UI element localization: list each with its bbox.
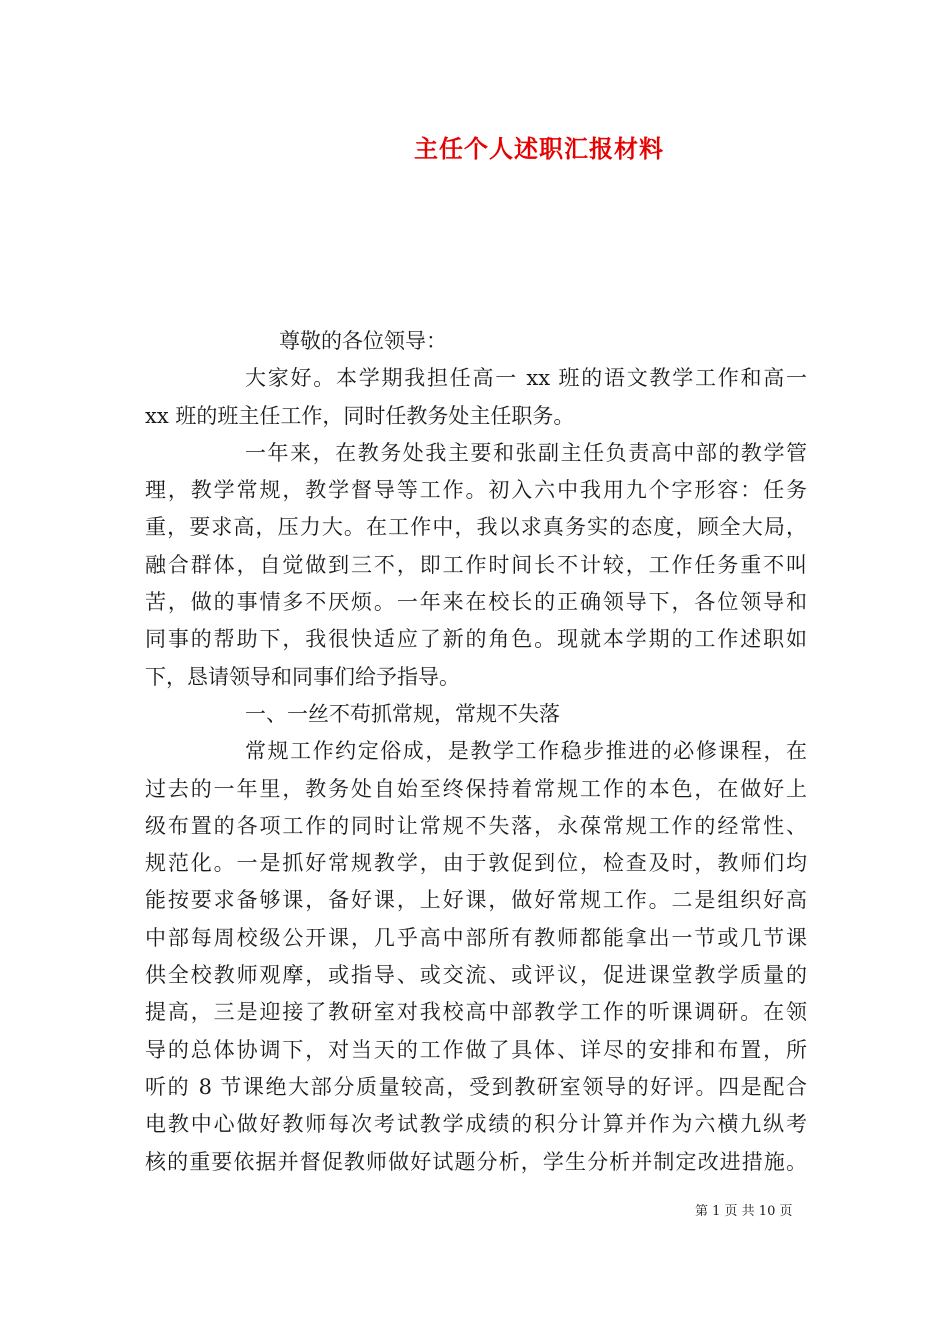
section-heading: 一、一丝不苟抓常规，常规不失落: [245, 701, 560, 726]
document-body: [145, 323, 807, 1181]
paragraph-line: 大家好。本学期我担任高一 xx 班的语文教学工作和高一: [245, 366, 807, 391]
paragraph-line: 级布置的各项工作的同时让常规不失落，永葆常规工作的经常性、: [145, 813, 807, 838]
paragraph-line: 中部每周校级公开课，几乎高中部所有教师都能拿出一节或几节课: [145, 925, 807, 950]
paragraph-line: 听的 8 节课绝大部分质量较高，受到教研室领导的好评。四是配合: [145, 1074, 807, 1099]
paragraph-line: 过去的一年里，教务处自始至终保持着常规工作的本色，在做好上: [145, 776, 807, 801]
paragraph-line: 理，教学常规，教学督导等工作。初入六中我用九个字形容：任务: [145, 478, 807, 503]
paragraph-line: 电教中心做好教师每次考试教学成绩的积分计算并作为六横九纵考: [145, 1112, 807, 1137]
paragraph-line: 导的总体协调下，对当天的工作做了具体、详尽的安排和布置，所: [145, 1037, 807, 1062]
paragraph-line: 常规工作约定俗成，是教学工作稳步推进的必修课程，在: [245, 739, 807, 764]
paragraph-line: xx 班的班主任工作，同时任教务处主任职务。: [145, 403, 575, 428]
paragraph-line: 重，要求高，压力大。在工作中，我以求真务实的态度，顾全大局，: [145, 515, 807, 540]
document-title: 主任个人述职汇报材料: [414, 134, 664, 163]
paragraph-line: 供全校教师观摩，或指导、或交流、或评议，促进课堂教学质量的: [145, 963, 807, 988]
paragraph-line: 一年来，在教务处我主要和张副主任负责高中部的教学管: [245, 440, 807, 465]
paragraph-line: 提高，三是迎接了教研室对我校高中部教学工作的听课调研。在领: [145, 1000, 807, 1025]
salutation: 尊敬的各位领导：: [279, 329, 447, 353]
paragraph-line: 融合群体，自觉做到三不，即工作时间长不计较，工作任务重不叫: [145, 552, 807, 577]
page-number: 第 1 页 共 10 页: [695, 1204, 793, 1219]
paragraph-line: 下，恳请领导和同事们给予指导。: [145, 664, 460, 689]
paragraph-line: 能按要求备够课，备好课，上好课，做好常规工作。二是组织好高: [145, 888, 807, 913]
paragraph-line: 核的重要依据并督促教师做好试题分析，学生分析并制定改进措施。: [145, 1149, 807, 1174]
paragraph-line: 苦，做的事情多不厌烦。一年来在校长的正确领导下，各位领导和: [145, 590, 807, 615]
paragraph-line: 同事的帮助下，我很快适应了新的角色。现就本学期的工作述职如: [145, 627, 807, 652]
paragraph-line: 规范化。一是抓好常规教学，由于敦促到位，检查及时，教师们均: [145, 851, 807, 876]
